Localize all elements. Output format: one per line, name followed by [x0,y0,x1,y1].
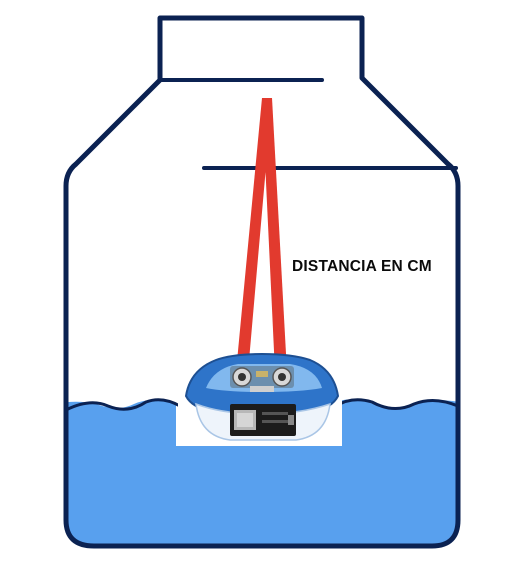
distance-label: DISTANCIA EN CM [292,258,432,275]
water-right [330,399,470,560]
water [40,400,176,560]
sensor-device [178,354,342,446]
beam-right [262,98,287,372]
